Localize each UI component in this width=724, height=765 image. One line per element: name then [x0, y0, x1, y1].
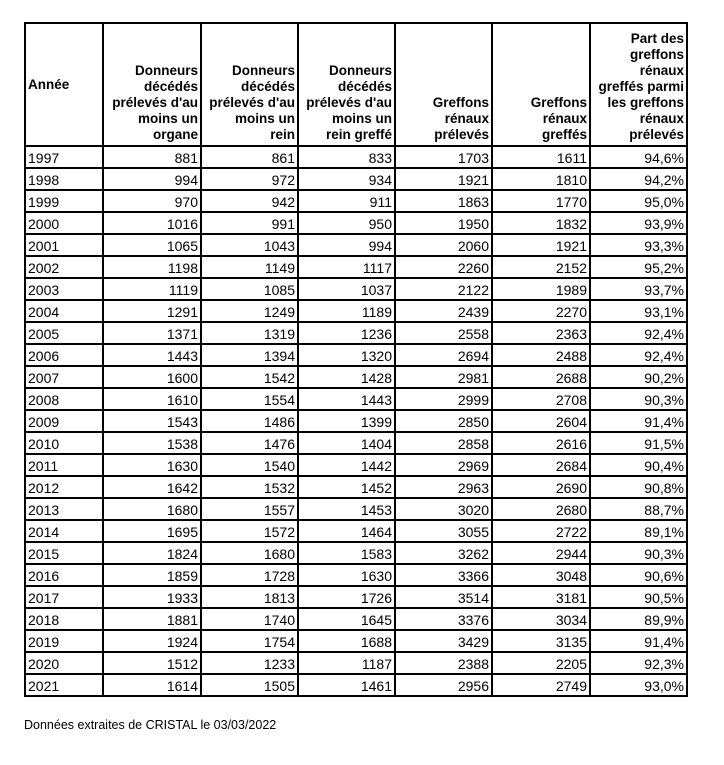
table-cell: 92,3%: [590, 652, 687, 674]
table-cell: 1016: [103, 212, 201, 234]
table-cell: 2363: [492, 322, 590, 344]
table-cell: 1236: [298, 322, 395, 344]
table-cell: 1921: [492, 234, 590, 256]
table-cell: 1505: [201, 674, 298, 696]
table-cell-year: 2006: [25, 344, 103, 366]
table-cell: 991: [201, 212, 298, 234]
table-cell: 1630: [298, 564, 395, 586]
table-cell: 1614: [103, 674, 201, 696]
table-cell: 1770: [492, 190, 590, 212]
table-cell: 1933: [103, 586, 201, 608]
table-cell: 1583: [298, 542, 395, 564]
table-cell: 950: [298, 212, 395, 234]
table-cell: 1476: [201, 432, 298, 454]
column-header-line: prélevés d'au: [112, 95, 198, 110]
table-cell: 2616: [492, 432, 590, 454]
table-cell: 1085: [201, 278, 298, 300]
table-cell: 1319: [201, 322, 298, 344]
column-header-deceased-donors-one-kidney: [201, 23, 298, 146]
table-cell: 1824: [103, 542, 201, 564]
table-cell: 2558: [395, 322, 492, 344]
table-cell: 1320: [298, 344, 395, 366]
table-row: [25, 608, 687, 630]
table-cell: 1149: [201, 256, 298, 278]
column-header-line: prélevés d'au: [209, 95, 295, 110]
table-cell: 1726: [298, 586, 395, 608]
table-cell: 94,6%: [590, 146, 687, 168]
table-cell: 2060: [395, 234, 492, 256]
table-cell: 1810: [492, 168, 590, 190]
table-row: [25, 322, 687, 344]
column-header-line: rein: [270, 127, 295, 142]
table-cell: 93,3%: [590, 234, 687, 256]
table-cell: 1540: [201, 454, 298, 476]
table-row: [25, 212, 687, 234]
column-header-kidney-grafts-grafted: [492, 23, 590, 146]
table-cell: 90,3%: [590, 542, 687, 564]
column-header-line: Donneurs: [328, 63, 392, 78]
table-cell-year: 2012: [25, 476, 103, 498]
table-cell: 2680: [492, 498, 590, 520]
table-cell: 934: [298, 168, 395, 190]
table-cell: 93,1%: [590, 300, 687, 322]
table-cell: 970: [103, 190, 201, 212]
table-row: [25, 454, 687, 476]
table-cell: 1394: [201, 344, 298, 366]
table-body: [25, 146, 687, 696]
table-cell: 1557: [201, 498, 298, 520]
table-cell-year: 2017: [25, 586, 103, 608]
table-cell: 1543: [103, 410, 201, 432]
column-header-line: rein greffé: [325, 127, 392, 142]
table-cell: 1428: [298, 366, 395, 388]
table-cell: 1043: [201, 234, 298, 256]
table-cell: 90,2%: [590, 366, 687, 388]
table-cell: 1754: [201, 630, 298, 652]
column-header-line: rénaux: [639, 111, 684, 126]
transplant-data-table: [24, 22, 688, 697]
table-cell: 90,3%: [590, 388, 687, 410]
table-cell: 1187: [298, 652, 395, 674]
table-cell: 1443: [103, 344, 201, 366]
table-cell: 1859: [103, 564, 201, 586]
table-cell: 1486: [201, 410, 298, 432]
column-header-line: Donneurs: [231, 63, 295, 78]
table-row: [25, 234, 687, 256]
table-row: [25, 564, 687, 586]
table-cell: 1404: [298, 432, 395, 454]
column-header-deceased-donors-kidney-grafted: [298, 23, 395, 146]
column-header-line: décédés: [143, 79, 198, 94]
table-cell: 2850: [395, 410, 492, 432]
table-cell: 2270: [492, 300, 590, 322]
table-cell: 1371: [103, 322, 201, 344]
column-header-line: les greffons: [607, 95, 684, 110]
column-header-line: prélevés: [434, 127, 489, 142]
table-cell: 1572: [201, 520, 298, 542]
table-cell-year: 2018: [25, 608, 103, 630]
column-header-line: prélevés: [629, 127, 684, 142]
table-row: [25, 168, 687, 190]
table-row: [25, 542, 687, 564]
table-cell: 1630: [103, 454, 201, 476]
table-cell: 1512: [103, 652, 201, 674]
table-cell: 3181: [492, 586, 590, 608]
table-cell: 1065: [103, 234, 201, 256]
table-cell-year: 2016: [25, 564, 103, 586]
table-cell: 89,9%: [590, 608, 687, 630]
table-cell: 2722: [492, 520, 590, 542]
table-row: [25, 476, 687, 498]
table-row: [25, 278, 687, 300]
table-cell: 1117: [298, 256, 395, 278]
column-header-line: greffons: [630, 47, 684, 62]
table-cell: 2604: [492, 410, 590, 432]
table-cell: 1442: [298, 454, 395, 476]
table-cell: 1921: [395, 168, 492, 190]
table-cell: 3366: [395, 564, 492, 586]
table-cell: 2944: [492, 542, 590, 564]
table-cell: 90,4%: [590, 454, 687, 476]
column-header-line: décédés: [240, 79, 295, 94]
table-cell: 1189: [298, 300, 395, 322]
table-cell: 1538: [103, 432, 201, 454]
table-cell-year: 1998: [25, 168, 103, 190]
table-cell-year: 2003: [25, 278, 103, 300]
table-cell: 2205: [492, 652, 590, 674]
table-cell: 2388: [395, 652, 492, 674]
table-cell: 2956: [395, 674, 492, 696]
table-cell: 1119: [103, 278, 201, 300]
table-cell: 1695: [103, 520, 201, 542]
table-cell: 994: [298, 234, 395, 256]
table-row: [25, 256, 687, 278]
column-header-line: greffés parmi: [598, 79, 684, 94]
table-header-row: [25, 23, 687, 146]
column-header-line: rénaux: [444, 111, 489, 126]
table-row: [25, 586, 687, 608]
table-cell: 92,4%: [590, 344, 687, 366]
table-cell: 91,4%: [590, 630, 687, 652]
table-cell: 90,6%: [590, 564, 687, 586]
table-cell: 1600: [103, 366, 201, 388]
table-cell: 1642: [103, 476, 201, 498]
table-cell: 2260: [395, 256, 492, 278]
table-cell: 3020: [395, 498, 492, 520]
table-cell: 1233: [201, 652, 298, 674]
table-cell: 2439: [395, 300, 492, 322]
table-cell-year: 2019: [25, 630, 103, 652]
table-row: [25, 674, 687, 696]
table-cell-year: 2000: [25, 212, 103, 234]
table-cell: 942: [201, 190, 298, 212]
table-cell: 2488: [492, 344, 590, 366]
table-row: [25, 388, 687, 410]
table-cell: 90,5%: [590, 586, 687, 608]
table-row: [25, 498, 687, 520]
column-header-line: organe: [152, 127, 198, 142]
table-cell: 2969: [395, 454, 492, 476]
table-cell: 2999: [395, 388, 492, 410]
table-cell: 1399: [298, 410, 395, 432]
table-cell-year: 2021: [25, 674, 103, 696]
table-cell: 88,7%: [590, 498, 687, 520]
table-row: [25, 146, 687, 168]
table-row: [25, 652, 687, 674]
table-cell: 1881: [103, 608, 201, 630]
table-cell-year: 2002: [25, 256, 103, 278]
table-row: [25, 366, 687, 388]
table-cell: 3429: [395, 630, 492, 652]
table-cell: 92,4%: [590, 322, 687, 344]
table-cell: 1740: [201, 608, 298, 630]
table-cell: 2684: [492, 454, 590, 476]
column-header-line: Greffons: [432, 95, 489, 110]
table-cell: 91,4%: [590, 410, 687, 432]
column-header-kidney-grafts-procured: [395, 23, 492, 146]
table-cell: 2694: [395, 344, 492, 366]
table-cell: 3048: [492, 564, 590, 586]
table-cell: 1832: [492, 212, 590, 234]
table-row: [25, 300, 687, 322]
table-cell: 1688: [298, 630, 395, 652]
table-cell: 2122: [395, 278, 492, 300]
table-cell: 1645: [298, 608, 395, 630]
table-cell: 994: [103, 168, 201, 190]
table-cell: 1037: [298, 278, 395, 300]
table-row: [25, 410, 687, 432]
column-header-line: Année: [28, 76, 70, 92]
table-cell: 3376: [395, 608, 492, 630]
table-cell: 1443: [298, 388, 395, 410]
table-cell: 1924: [103, 630, 201, 652]
table-cell-year: 2013: [25, 498, 103, 520]
table-cell: 1989: [492, 278, 590, 300]
table-row: [25, 630, 687, 652]
table-cell: 1452: [298, 476, 395, 498]
table-cell: 2688: [492, 366, 590, 388]
column-header-line: prélevés d'au: [306, 95, 392, 110]
table-cell-year: 2009: [25, 410, 103, 432]
column-header-deceased-donors-one-organ: [103, 23, 201, 146]
table-cell: 93,7%: [590, 278, 687, 300]
table-cell-year: 2010: [25, 432, 103, 454]
table-cell: 2749: [492, 674, 590, 696]
column-header-share-grafted: [590, 23, 687, 146]
table-cell: 1863: [395, 190, 492, 212]
table-cell: 3514: [395, 586, 492, 608]
table-cell: 91,5%: [590, 432, 687, 454]
column-header-line: rénaux: [542, 111, 587, 126]
table-row: [25, 344, 687, 366]
table-cell-year: 2014: [25, 520, 103, 542]
table-cell: 3262: [395, 542, 492, 564]
table-cell: 90,8%: [590, 476, 687, 498]
table-cell: 972: [201, 168, 298, 190]
column-header-line: moins un: [138, 111, 198, 126]
table-cell: 2963: [395, 476, 492, 498]
column-header-line: décédés: [337, 79, 392, 94]
table-cell: 1680: [201, 542, 298, 564]
table-cell: 2690: [492, 476, 590, 498]
table-cell: 1554: [201, 388, 298, 410]
table-cell: 1703: [395, 146, 492, 168]
table-cell: 1610: [103, 388, 201, 410]
table-cell: 1950: [395, 212, 492, 234]
column-header-line: moins un: [332, 111, 392, 126]
table-cell: 833: [298, 146, 395, 168]
table-cell-year: 2007: [25, 366, 103, 388]
table-cell: 94,2%: [590, 168, 687, 190]
table-cell: 1453: [298, 498, 395, 520]
table-cell: 861: [201, 146, 298, 168]
table-cell: 1680: [103, 498, 201, 520]
table-row: [25, 190, 687, 212]
table-cell: 1542: [201, 366, 298, 388]
column-header-line: greffés: [541, 127, 587, 142]
table-cell: 3135: [492, 630, 590, 652]
table-cell: 1198: [103, 256, 201, 278]
table-cell: 2708: [492, 388, 590, 410]
column-header-line: Donneurs: [134, 63, 198, 78]
table-cell-year: 2015: [25, 542, 103, 564]
table-cell-year: 2004: [25, 300, 103, 322]
table-cell: 93,0%: [590, 674, 687, 696]
table-cell-year: 2011: [25, 454, 103, 476]
table-cell: 1461: [298, 674, 395, 696]
table-cell-year: 2001: [25, 234, 103, 256]
table-row: [25, 520, 687, 542]
column-header-year: [25, 23, 103, 146]
table-cell: 89,1%: [590, 520, 687, 542]
table-cell: 93,9%: [590, 212, 687, 234]
column-header-line: moins un: [235, 111, 295, 126]
table-cell: 911: [298, 190, 395, 212]
table-cell-year: 2020: [25, 652, 103, 674]
table-cell: 881: [103, 146, 201, 168]
table-cell: 1813: [201, 586, 298, 608]
table-cell-year: 1997: [25, 146, 103, 168]
table-cell: 1532: [201, 476, 298, 498]
table-cell: 2858: [395, 432, 492, 454]
table-cell: 2152: [492, 256, 590, 278]
table-cell: 1464: [298, 520, 395, 542]
column-header-line: Greffons: [530, 95, 587, 110]
table-cell: 1611: [492, 146, 590, 168]
table-cell: 3055: [395, 520, 492, 542]
column-header-line: rénaux: [639, 63, 684, 78]
table-cell-year: 2005: [25, 322, 103, 344]
table-cell: 1728: [201, 564, 298, 586]
table-row: [25, 432, 687, 454]
column-header-line: Part des: [630, 31, 684, 46]
table-cell: 95,0%: [590, 190, 687, 212]
table-cell: 1291: [103, 300, 201, 322]
table-cell-year: 1999: [25, 190, 103, 212]
table-cell: 2981: [395, 366, 492, 388]
table-cell-year: 2008: [25, 388, 103, 410]
source-footnote: Données extraites de CRISTAL le 03/03/2022: [24, 718, 277, 732]
table-cell: 1249: [201, 300, 298, 322]
table-cell: 95,2%: [590, 256, 687, 278]
table-cell: 3034: [492, 608, 590, 630]
